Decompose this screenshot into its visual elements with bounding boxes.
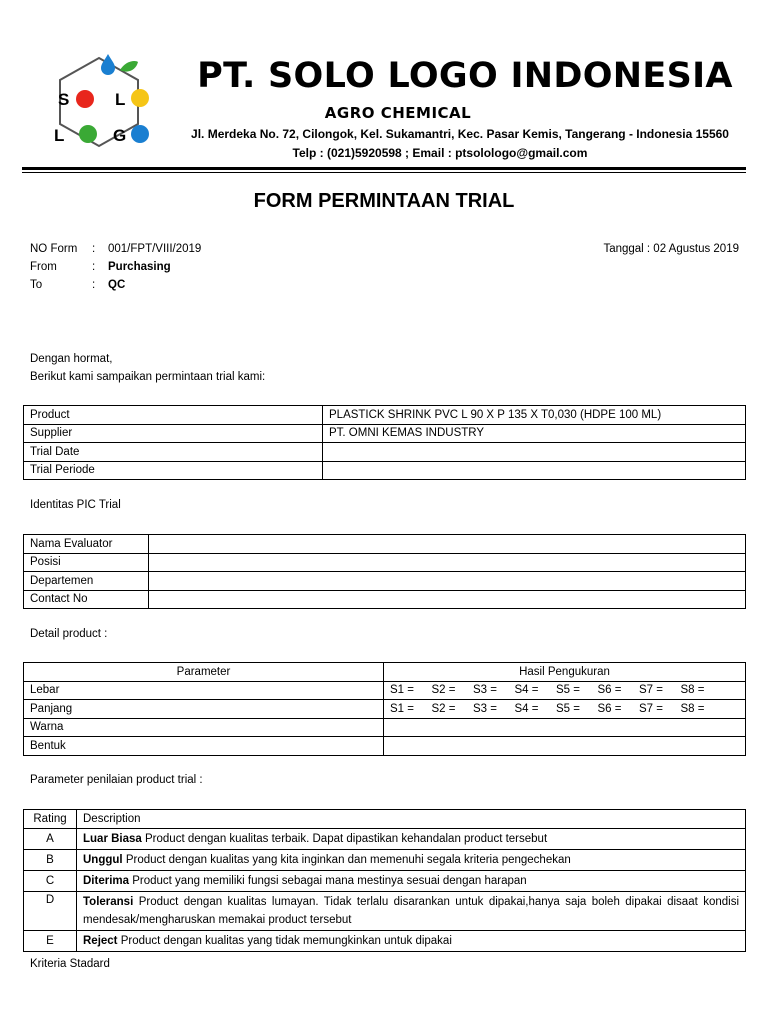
logo-drop-icon [101, 54, 115, 75]
sample-label: S3 = [473, 684, 497, 697]
table-row [24, 443, 746, 462]
no-form-label: NO Form [30, 243, 78, 255]
meta-row-to [0, 279, 768, 295]
sample-label: S5 = [556, 684, 580, 697]
rating-text: Product dengan kualitas terbaik. Dapat dipastikan kehandalan product tersebut [145, 832, 548, 845]
pic-heading: Identitas PIC Trial [30, 499, 121, 511]
logo-letter-s: S [58, 90, 70, 109]
logo-leaf-icon [120, 61, 138, 72]
table-label-cell: Contact No [24, 590, 149, 609]
rating-cell: B [24, 849, 77, 870]
meta-row-no-form [0, 243, 768, 259]
rating-cell: E [24, 930, 77, 951]
result-header: Hasil Pengukuran [384, 663, 746, 682]
no-form-colon: : [92, 243, 96, 255]
rating-term: Luar Biasa [83, 832, 142, 845]
logo-letter-g: G [113, 126, 127, 145]
table-label-cell: Posisi [24, 553, 149, 572]
logo-dot-red [76, 90, 94, 108]
sample-label: S3 = [473, 702, 497, 715]
table-label-cell: Bentuk [24, 737, 384, 756]
rating-text: Product dengan kualitas yang kita inginkan dan memenuhi segala kriteria pengechekan [125, 853, 571, 866]
sample-label: S2 = [431, 702, 456, 715]
table-label-cell: Departemen [24, 572, 149, 591]
table-header-row [24, 663, 746, 682]
description-cell [77, 849, 746, 870]
sample-label: S8 = [680, 684, 705, 697]
rating-header: Rating [24, 810, 77, 829]
logo-letter-l2: L [54, 126, 65, 145]
rating-term: Unggul [83, 853, 123, 866]
rating-term: Toleransi [83, 895, 134, 908]
table-label-cell: Trial Date [24, 443, 323, 462]
rating-cell: D [24, 891, 77, 930]
table-row [24, 870, 746, 891]
table-row [24, 891, 746, 930]
rating-text: Product yang memiliki fungsi sebagai mana mestinya sesuai dengan harapan [132, 874, 527, 887]
logo-dot-yellow [131, 89, 149, 107]
logo-dot-blue [131, 125, 149, 143]
table-row [24, 406, 746, 425]
sample-label: S4 = [514, 702, 539, 715]
sample-label: S6 = [597, 684, 622, 697]
sample-label: S6 = [597, 702, 622, 715]
to-value: QC [108, 279, 126, 291]
description-cell [77, 891, 746, 930]
company-address: Jl. Merdeka No. 72, Cilongok, Kel. Sukamantri, Kec. Pasar Kemis, Tangerang - Indonesia 15560 [191, 127, 729, 141]
table-row [24, 718, 746, 737]
sample-label: S7 = [639, 702, 663, 715]
logo-letter-l: L [115, 90, 126, 109]
table-label-cell: Nama Evaluator [24, 535, 149, 554]
detail-heading: Detail product : [30, 628, 108, 640]
table-label-cell: Trial Periode [24, 461, 323, 480]
product-table [23, 405, 746, 480]
description-cell [77, 870, 746, 891]
form-date: Tanggal : 02 Agustus 2019 [603, 243, 739, 255]
table-row [24, 572, 746, 591]
sample-label: S7 = [639, 684, 663, 697]
table-value-cell [149, 572, 746, 591]
table-label-cell: Lebar [24, 681, 384, 700]
rating-term: Diterima [83, 874, 130, 887]
company-contact: Telp : (021)5920598 ; Email : ptsolologo@gmail.com [292, 146, 588, 160]
from-label: From [30, 261, 57, 273]
sample-label: S1 = [390, 684, 414, 697]
table-value-cell [149, 535, 746, 554]
table-row [24, 535, 746, 554]
table-value-cell: PT. OMNI KEMAS INDUSTRY [323, 424, 746, 443]
rating-table [23, 809, 746, 952]
table-row [24, 461, 746, 480]
table-label-cell: Product [24, 406, 323, 425]
table-value-cell [323, 443, 746, 462]
measurement-cell [384, 681, 746, 700]
table-value-cell [149, 590, 746, 609]
table-label-cell: Warna [24, 718, 384, 737]
description-cell [77, 930, 746, 951]
table-row [24, 553, 746, 572]
table-row [24, 737, 746, 756]
measurement-cell [384, 718, 746, 737]
table-row [24, 424, 746, 443]
sample-label: S2 = [431, 684, 456, 697]
table-value-cell [149, 553, 746, 572]
table-label-cell: Supplier [24, 424, 323, 443]
company-logo [40, 52, 158, 164]
to-colon: : [92, 279, 96, 291]
table-row [24, 681, 746, 700]
header-rule-thin [22, 172, 746, 173]
sample-label: S8 = [680, 702, 705, 715]
sample-label: S1 = [390, 702, 414, 715]
greeting: Dengan hormat, [30, 353, 113, 365]
description-header: Description [77, 810, 746, 829]
from-value: Purchasing [108, 261, 171, 273]
company-name: PT. SOLO LOGO INDONESIA [197, 56, 733, 96]
table-header-row [24, 810, 746, 829]
measurement-cell [384, 737, 746, 756]
table-value-cell [323, 461, 746, 480]
intro-text: Berikut kami sampaikan permintaan trial kami: [30, 371, 266, 383]
rating-cell: A [24, 828, 77, 849]
pic-table [23, 534, 746, 609]
from-colon: : [92, 261, 96, 273]
rating-text: Product dengan kualitas yang tidak memungkinkan untuk dipakai [120, 934, 452, 947]
meta-row-from [0, 261, 768, 277]
sample-label: S4 = [514, 684, 539, 697]
table-row [24, 828, 746, 849]
table-value-cell: PLASTICK SHRINK PVC L 90 X P 135 X T0,030 (HDPE 100 ML) [323, 406, 746, 425]
company-division: AGRO CHEMICAL [324, 104, 472, 122]
criteria-heading: Kriteria Stadard [30, 958, 110, 970]
description-cell [77, 828, 746, 849]
table-row [24, 849, 746, 870]
table-row [24, 930, 746, 951]
table-label-cell: Panjang [24, 700, 384, 719]
no-form-value: 001/FPT/VIII/2019 [108, 243, 202, 255]
form-title: FORM PERMINTAAN TRIAL [253, 190, 515, 212]
table-row [24, 590, 746, 609]
rating-term: Reject [83, 934, 118, 947]
rating-cell: C [24, 870, 77, 891]
table-row [24, 700, 746, 719]
to-label: To [30, 279, 43, 291]
detail-table [23, 662, 746, 756]
logo-dot-green [79, 125, 97, 143]
rating-heading: Parameter penilaian product trial : [30, 774, 203, 786]
sample-label: S5 = [556, 702, 580, 715]
header-rule-thick [22, 167, 746, 170]
parameter-header: Parameter [24, 663, 384, 682]
rating-text: Product dengan kualitas lumayan. Tidak terlalu disarankan untuk dipakai,hanya saja boleh dipakai disaat kondisi mendesak/mengharuskan memakai product tersebut [83, 895, 740, 926]
measurement-cell [384, 700, 746, 719]
